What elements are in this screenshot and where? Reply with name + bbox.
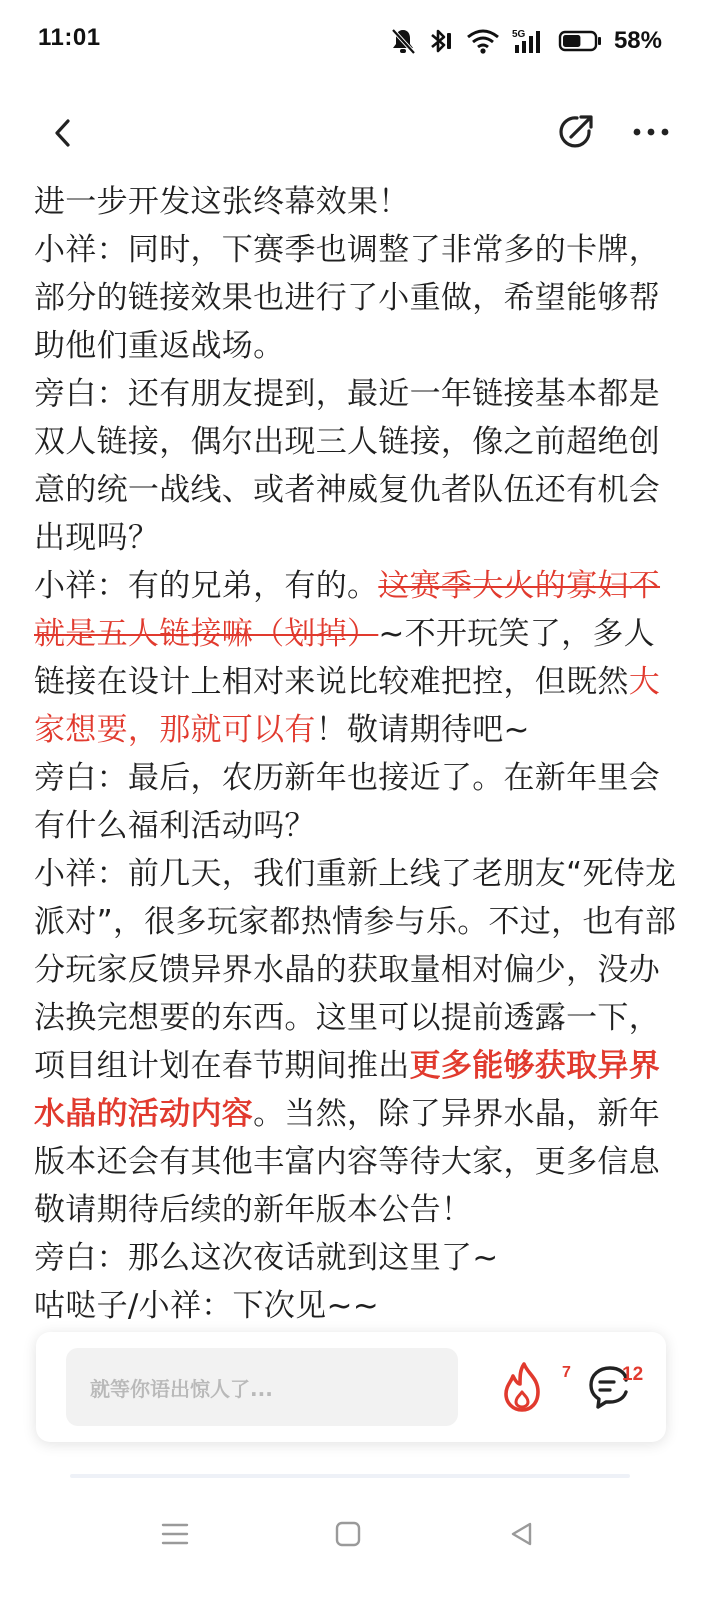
chevron-left-icon <box>52 118 74 148</box>
network-label: 5G <box>511 29 526 40</box>
share-button[interactable] <box>552 108 600 156</box>
paragraph-5: 旁白：最后，农历新年也接近了。在新年里会有什么福利活动吗？ <box>34 760 660 844</box>
battery-percent: 58% <box>613 27 662 54</box>
system-nav-bar <box>0 1488 720 1610</box>
home-icon <box>334 1520 362 1548</box>
paragraph-6 <box>34 850 686 1234</box>
fire-icon <box>498 1358 554 1418</box>
paragraph-6-lead: 小祥：前几天，我们重新上线了老朋友“死侍龙派对”，很多玩家都热情参与乐。不过，也有部分玩家反馈异界水晶的获取量相对偏少，没办法换完想要的东西。这里可以提前透露一下，项目组计划在春节期间推出 <box>34 856 677 1084</box>
status-icons <box>390 26 662 56</box>
paragraph-4-end: ！敬请期待吧~ <box>315 712 530 748</box>
comment-count: 12 <box>622 1364 644 1385</box>
divider <box>70 1474 630 1478</box>
recent-apps-button[interactable] <box>147 1506 203 1562</box>
comment-input[interactable]: 就等你语出惊人了... <box>66 1348 458 1426</box>
status-bar <box>0 0 720 86</box>
paragraph-6-end: 。当然，除了异界水晶，新年版本还会有其他丰富内容等待大家，更多信息敬请期待后续的新年版本公告！ <box>34 1096 661 1228</box>
paragraph-7: 旁白：那么这次夜话就到这里了~ <box>34 1240 499 1276</box>
wifi-icon <box>466 27 500 55</box>
system-back-button[interactable] <box>494 1506 550 1562</box>
paragraph-1: 进一步开发这张终幕效果！ <box>34 184 410 220</box>
mute-bell-icon <box>390 27 416 55</box>
more-button[interactable] <box>626 108 676 156</box>
home-button[interactable] <box>320 1506 376 1562</box>
strikethrough-joke: 这赛季大火的寡妇不就是五人链接嘛（划掉） <box>34 568 661 652</box>
paragraph-8: 咕哒子/小祥：下次见~~ <box>34 1288 379 1324</box>
fire-count: 7 <box>562 1364 571 1381</box>
menu-icon <box>160 1521 190 1547</box>
paragraph-4-body: ~不开玩笑了，多人链接在设计上相对来说比较难把控，但既然 <box>34 616 655 700</box>
status-time: 11:01 <box>38 24 101 51</box>
battery-icon <box>558 27 602 55</box>
back-triangle-icon <box>508 1520 536 1548</box>
highlight-bold-red-text: 更多能够获取异界水晶的活动内容 <box>34 1048 661 1132</box>
share-icon <box>555 111 597 153</box>
cellular-5g-icon <box>512 27 546 55</box>
more-horizontal-icon <box>631 127 671 137</box>
highlight-red-text: 大家想要，那就可以有 <box>34 664 661 748</box>
back-button[interactable] <box>40 110 86 156</box>
article-body <box>34 178 686 1330</box>
bluetooth-icon <box>428 27 454 55</box>
fire-button[interactable] <box>498 1358 554 1418</box>
paragraph-3: 旁白：还有朋友提到，最近一年链接基本都是双人链接，偶尔出现三人链接，像之前超绝创意的统一战线、或者神威复仇者队伍还有机会出现吗？ <box>34 376 660 556</box>
comment-bar <box>36 1332 666 1442</box>
paragraph-2: 小祥：同时，下赛季也调整了非常多的卡牌，部分的链接效果也进行了小重做，希望能够帮助他们重返战场。 <box>34 232 660 364</box>
paragraph-4 <box>34 562 686 754</box>
paragraph-4-lead: 小祥：有的兄弟，有的。 <box>34 568 379 604</box>
top-nav <box>0 100 720 164</box>
